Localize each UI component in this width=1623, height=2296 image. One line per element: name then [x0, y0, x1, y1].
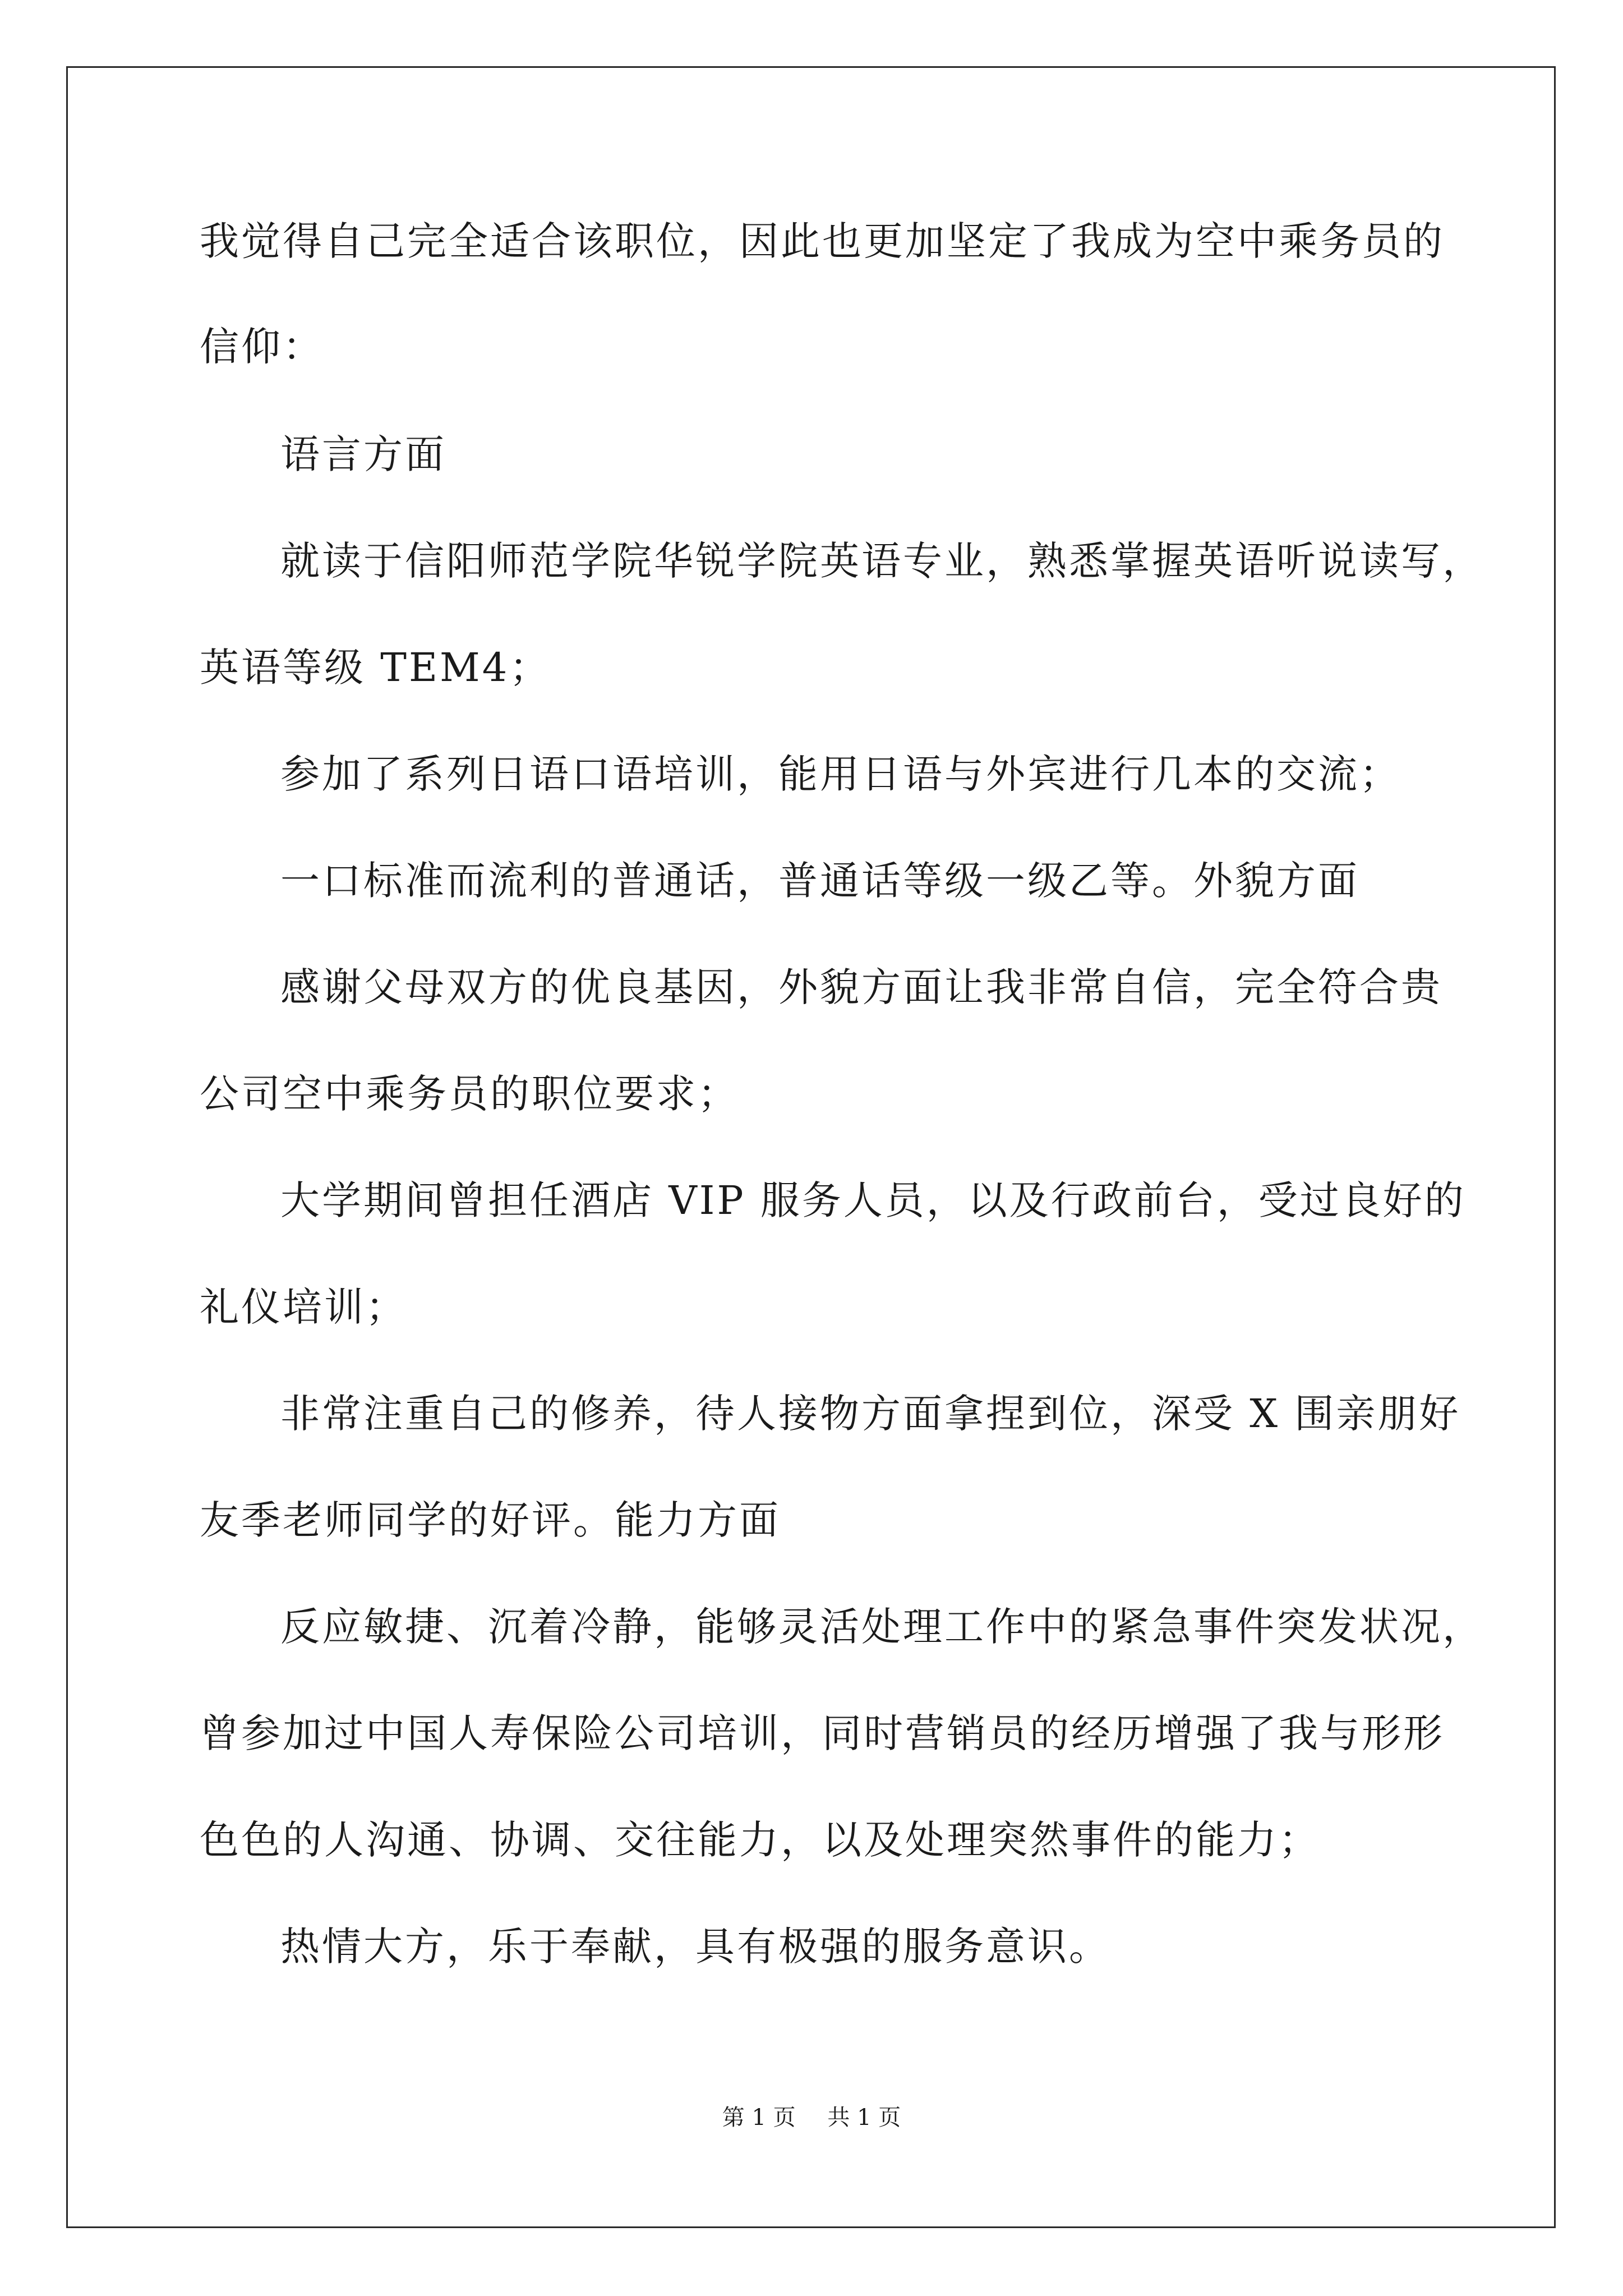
text-line: 我觉得自己完全适合该职位，因此也更加坚定了我成为空中乘务员的	[200, 218, 1445, 264]
text-line: 英语等级 TEM4；	[200, 645, 551, 691]
page-border	[66, 66, 1556, 2228]
text-line: 友季老师同学的好评。能力方面	[200, 1497, 781, 1543]
text-line: 礼仪培训；	[200, 1284, 407, 1330]
text-line: 色色的人沟通、协调、交往能力，以及处理突然事件的能力；	[200, 1817, 1320, 1863]
text-line: 大学期间曾担任酒店 VIP 服务人员，以及行政前台，受过良好的	[280, 1177, 1466, 1223]
text-line: 就读于信阳师范学院华锐学院英语专业，熟悉掌握英语听说读写，	[280, 538, 1484, 584]
text-line: 参加了系列日语口语培训，能用日语与外宾进行几本的交流；	[280, 751, 1401, 797]
text-line: 曾参加过中国人寿保险公司培训，同时营销员的经历增强了我与形形	[200, 1710, 1445, 1756]
section-heading-language: 语言方面	[280, 431, 446, 477]
text-line: 非常注重自己的修养，待人接物方面拿捏到位，深受 X 围亲朋好	[280, 1391, 1461, 1437]
text-line: 感谢父母双方的优良基因，外貌方面让我非常自信，完全符合贵	[280, 964, 1442, 1010]
text-line: 信仰：	[200, 324, 324, 370]
text-line: 热情大方，乐于奉献，具有极强的服务意识。	[280, 1924, 1110, 1970]
text-line: 公司空中乘务员的职位要求；	[200, 1071, 739, 1117]
text-line: 一口标准而流利的普通话，普通话等级一级乙等。外貌方面	[280, 858, 1359, 904]
page-number-current: 第 1 页	[722, 2105, 796, 2131]
page-number-total: 共 1 页	[827, 2105, 901, 2131]
page-footer	[0, 2101, 1623, 2134]
text-line: 反应敏捷、沉着冷静，能够灵活处理工作中的紧急事件突发状况，	[280, 1604, 1484, 1650]
